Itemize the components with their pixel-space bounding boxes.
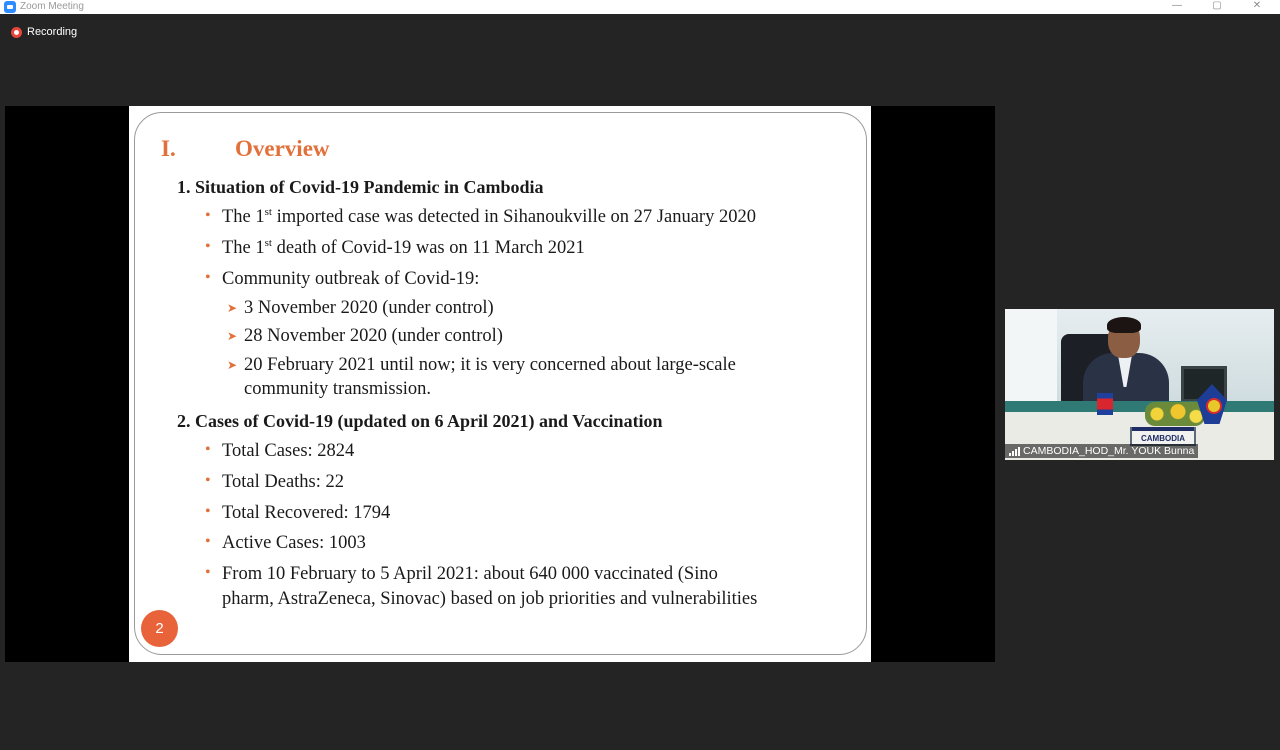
video-window <box>1005 309 1057 404</box>
recording-label: Recording <box>27 26 78 38</box>
section-title-situation: 1. Situation of Covid-19 Pandemic in Cambodia <box>177 177 544 197</box>
recording-indicator[interactable] <box>11 24 77 40</box>
close-icon[interactable]: ✕ <box>1252 0 1262 11</box>
minimize-icon[interactable]: — <box>1172 0 1182 11</box>
bullet-text: imported case was detected in Sihanoukville on 27 January 2020 <box>271 207 756 227</box>
bullet-vaccination: • From 10 February to 5 April 2021: about 640 000 vaccinated (Sino <box>222 564 718 585</box>
video-flowers <box>1145 402 1205 426</box>
window-title: Zoom Meeting <box>20 1 84 12</box>
section-title-cases: 2. Cases of Covid-19 (updated on 6 April 2021) and Vaccination <box>177 411 663 431</box>
sub-bullet-nov28: ➤ 28 November 2020 (under control) <box>244 326 503 347</box>
shared-screen <box>5 106 995 662</box>
bullet-total-recovered: • Total Recovered: 1794 <box>222 503 390 524</box>
sub-bullet-nov3: ➤ 3 November 2020 (under control) <box>244 298 494 319</box>
bullet-vaccination-cont: pharm, AstraZeneca, Sinovac) based on job priorities and vulnerabilities <box>222 589 758 609</box>
slide-heading-text: Overview <box>235 136 330 161</box>
nameplate-text: CAMBODIA <box>1141 434 1185 443</box>
bullet-total-cases: • Total Cases: 2824 <box>222 441 354 462</box>
bullet-community-outbreak: • Community outbreak of Covid-19: <box>222 269 479 290</box>
bullet-first-death <box>222 238 585 259</box>
maximize-icon[interactable]: ▢ <box>1212 0 1222 11</box>
slide-page-number: 2 <box>141 610 178 647</box>
bullet-total-deaths: • Total Deaths: 22 <box>222 472 344 493</box>
recording-icon <box>11 27 22 38</box>
cambodia-flag-icon <box>1097 393 1113 415</box>
slide-heading-number: I. <box>161 136 176 161</box>
video-person-hair <box>1107 317 1141 333</box>
bullet-first-case <box>222 207 756 228</box>
superscript: st <box>264 237 272 249</box>
participant-name-label <box>1005 444 1198 458</box>
bullet-active-cases: • Active Cases: 1003 <box>222 533 366 554</box>
sub-bullet-feb20: ➤ 20 February 2021 until now; it is very concerned about large-scale <box>244 355 736 376</box>
sub-bullet-feb20-cont: community transmission. <box>244 379 432 399</box>
participant-video-tile[interactable] <box>1005 309 1274 460</box>
nameplate-bar <box>1132 427 1194 431</box>
participant-name: CAMBODIA_HOD_Mr. YOUK Bunna <box>1023 445 1195 457</box>
bullet-text: death of Covid-19 was on 11 March 2021 <box>271 238 585 258</box>
presentation-slide <box>129 106 871 662</box>
zoom-logo-icon <box>4 1 16 13</box>
superscript: st <box>264 206 272 218</box>
bullet-text: The 1 <box>222 238 265 258</box>
title-bar <box>0 0 1280 14</box>
slide-heading <box>161 136 330 162</box>
bullet-text: The 1 <box>222 207 265 227</box>
signal-strength-icon <box>1009 447 1020 456</box>
